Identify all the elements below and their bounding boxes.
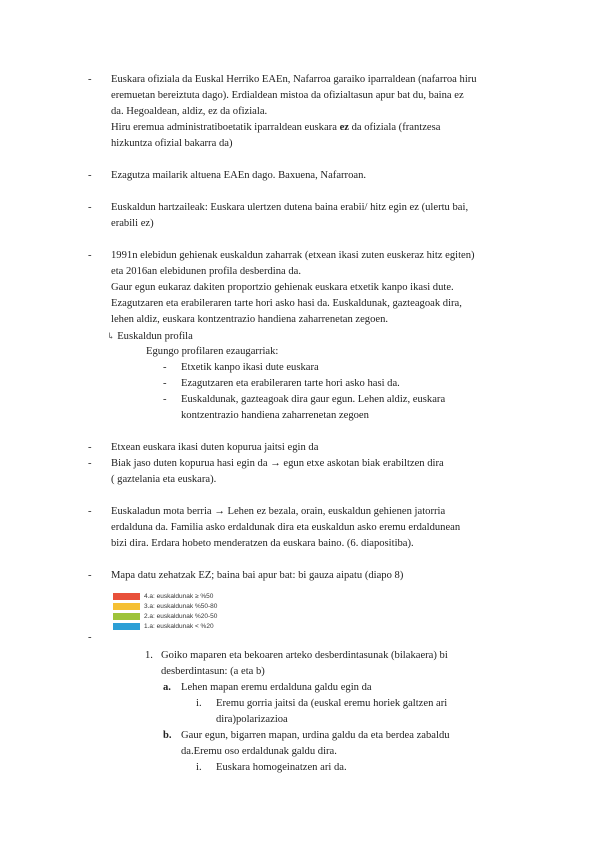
legend-row — [113, 612, 233, 622]
list-item: kontzentrazio handiena zaharrenetan zegoen — [181, 410, 369, 421]
text-line: Gaur egun eukaraz dakiten proportzio gehienak euskara etxetik kanpo ikasi dute. — [111, 282, 454, 293]
bullet-dash: - — [88, 442, 92, 453]
bullet-dash: - — [88, 74, 92, 85]
bold-text: ez — [339, 122, 349, 133]
text-line: bizi dira. Erdara hobeto menderatzen da euskara baino. (6. diapositiba). — [111, 538, 414, 549]
text-line: Ezagutza mailarik altuena EAEn dago. Baxuena, Nafarroan. — [111, 170, 367, 181]
bullet-dash: - — [88, 170, 92, 181]
bullet-dash: - — [88, 250, 92, 261]
text-line: hizkuntza ofizial bakarra da) — [111, 138, 233, 149]
legend-row — [113, 592, 233, 602]
text-line: erdalduna da. Familia asko erdaldunak dira eta euskaldun asko eremu erdaldunean — [111, 522, 461, 533]
legend-label: 1.a: euskaldunak < %20 — [144, 623, 214, 630]
text-line: ( gaztelania eta euskara). — [111, 474, 217, 485]
legend-swatch — [113, 613, 140, 620]
text-line: lehen aldiz, euskara kontzentrazio handiena zaharrenetan zegoen. — [111, 314, 389, 325]
legend-row — [113, 602, 233, 612]
bullet-dash: - — [163, 394, 167, 405]
legend-label: 2.a: euskaldunak %20-50 — [144, 613, 218, 620]
text-line: Goiko maparen eta bekoaren arteko desberdintasunak (bilakaera) bi — [161, 650, 448, 661]
text-line: da. Hegoaldean, aldiz, ez da ofiziala. — [111, 106, 268, 117]
text-line: Eremu gorria jaitsi da (euskal eremu horiek galtzen ari — [216, 698, 448, 709]
legend-swatch — [113, 603, 140, 610]
text-line: Euskaldun hartzaileak: Euskara ulertzen dutena baina erabii/ hitz egin ez (ulertu bai, — [111, 202, 469, 213]
map-legend — [113, 592, 233, 632]
legend-label: 3.a: euskaldunak %50-80 — [144, 603, 218, 610]
text-line: erabili ez) — [111, 218, 154, 229]
list-item: Euskaldunak, gazteagoak dira gaur egun. Lehen aldiz, euskara — [181, 394, 446, 405]
list-item: Etxetik kanpo ikasi dute euskara — [181, 362, 319, 373]
text-line: 1991n elebidun gehienak euskaldun zaharrak (etxean ikasi zuten euskeraz hitz egiten) — [111, 250, 475, 261]
text-line: Biak jaso duten kopurua hasi egin da → egun etxe askotan biak erabiltzen dira — [111, 458, 444, 469]
arrow-icon: ↳ — [107, 331, 115, 341]
bullet-dash: - — [163, 378, 167, 389]
list-item: Ezagutzaren eta erabileraren tarte hori asko hasi da. — [181, 378, 400, 389]
text-line: desberdintasun: (a eta b) — [161, 666, 265, 677]
text-line: Egungo profilaren ezaugarriak: — [146, 346, 279, 357]
text-line: eta 2016an elebidunen profila desberdina da. — [111, 266, 302, 277]
text-line: Lehen mapan eremu erdalduna galdu egin da — [181, 682, 372, 693]
text-line: Euskaladun mota berria → Lehen ez bezala, orain, euskaldun gehienen jatorria — [111, 506, 446, 517]
bullet-dash: - — [163, 362, 167, 373]
text-span: Hiru eremua administratiboetatik iparraldean euskara — [111, 122, 340, 133]
list-letter: b. — [163, 730, 172, 741]
bullet-dash: - — [88, 570, 92, 581]
profile-label: Euskaldun profila — [117, 331, 193, 342]
list-letter: a. — [163, 682, 171, 693]
text-line: Euskara ofiziala da Euskal Herriko EAEn, Nafarroa garaiko iparraldean (nafarroa hiru — [111, 74, 477, 85]
list-number: 1. — [145, 650, 153, 661]
bullet-dash: - — [88, 202, 92, 213]
text-span: da ofiziala (frantzesa — [348, 122, 441, 133]
text-line: Gaur egun, bigarren mapan, urdina galdu da eta berdea zabaldu — [181, 730, 450, 741]
bullet-dash: - — [88, 506, 92, 517]
profile-line — [107, 328, 193, 345]
text-line: eremuetan bereiztuta dago). Erdialdean mistoa da ofizialtasun apur bat du, baina ez — [111, 90, 464, 101]
text-line: Euskara homogeinatzen ari da. — [216, 762, 347, 773]
legend-swatch — [113, 593, 140, 600]
text-line — [111, 120, 440, 136]
text-line: Etxean euskara ikasi duten kopurua jaitsi egin da — [111, 442, 319, 453]
text-line: Mapa datu zehatzak EZ; baina bai apur bat: bi gauza aipatu (diapo 8) — [111, 570, 404, 581]
list-roman: i. — [196, 698, 202, 709]
list-roman: i. — [196, 762, 202, 773]
bullet-dash: - — [88, 458, 92, 469]
legend-label: 4.a: euskaldunak ≥ %50 — [144, 593, 214, 600]
legend-swatch — [113, 623, 140, 630]
text-line: dira)polarizazioa — [216, 714, 288, 725]
text-line: da.Eremu oso erdaldunak galdu dira. — [181, 746, 337, 757]
bullet-dash: - — [88, 632, 92, 643]
text-line: Ezagutzaren eta erabileraren tarte hori asko hasi da. Euskaldunak, gazteagoak dira, — [111, 298, 462, 309]
legend-row — [113, 622, 233, 632]
